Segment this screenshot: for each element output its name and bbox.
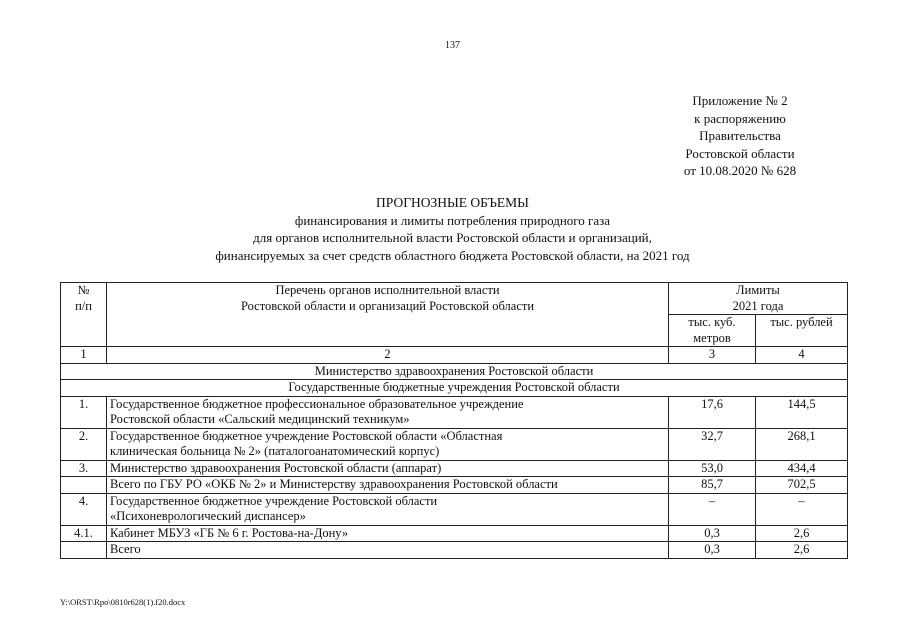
header-text: тыс. рублей bbox=[770, 315, 833, 329]
row-name: Всего по ГБУ РО «ОКБ № 2» и Министерству здравоохранения Ростовской области bbox=[107, 477, 669, 494]
document-title bbox=[60, 194, 845, 264]
row-volume: 0,3 bbox=[669, 542, 756, 559]
page-number: 137 bbox=[445, 40, 460, 51]
header-text: п/п bbox=[75, 298, 92, 313]
row-number bbox=[61, 477, 107, 494]
row-amount: – bbox=[756, 493, 848, 525]
table-row bbox=[61, 493, 848, 525]
row-name-line: Ростовской области «Сальский медицинский техникум» bbox=[110, 412, 410, 426]
section-title: Министерство здравоохранения Ростовской области bbox=[61, 363, 848, 380]
row-number: 3. bbox=[61, 460, 107, 477]
row-volume: 0,3 bbox=[669, 525, 756, 542]
header-text: 2021 года bbox=[732, 298, 784, 313]
row-amount: 144,5 bbox=[756, 396, 848, 428]
row-name: Кабинет МБУЗ «ГБ № 6 г. Ростова-на-Дону» bbox=[107, 525, 669, 542]
table-row bbox=[61, 460, 848, 477]
row-volume: – bbox=[669, 493, 756, 525]
appendix-line: к распоряжению bbox=[694, 110, 786, 126]
header-text: № bbox=[77, 283, 90, 297]
row-name bbox=[107, 396, 669, 428]
appendix-line: Приложение № 2 bbox=[692, 93, 788, 108]
table-row-total bbox=[61, 542, 848, 559]
column-number-row bbox=[61, 347, 848, 364]
section-row bbox=[61, 363, 848, 380]
row-name-line: Государственное бюджетное профессиональное образовательное учреждение bbox=[110, 396, 524, 411]
row-number: 1. bbox=[61, 396, 107, 428]
column-number: 3 bbox=[669, 347, 756, 364]
row-amount: 702,5 bbox=[756, 477, 848, 494]
row-name: Всего bbox=[107, 542, 669, 559]
table-header-row bbox=[61, 283, 848, 315]
header-col4-cell bbox=[756, 315, 848, 347]
title-line: финансируемых за счет средств областного бюджета Ростовской области, на 2021 год bbox=[215, 247, 690, 263]
appendix-line: Правительства bbox=[699, 128, 781, 143]
appendix-line: от 10.08.2020 № 628 bbox=[683, 163, 797, 178]
section-row bbox=[61, 380, 848, 397]
row-volume: 32,7 bbox=[669, 428, 756, 460]
row-amount: 2,6 bbox=[756, 525, 848, 542]
row-name: Министерство здравоохранения Ростовской области (аппарат) bbox=[107, 460, 669, 477]
row-volume: 85,7 bbox=[669, 477, 756, 494]
row-name-line: Государственное бюджетное учреждение Ростовской области bbox=[110, 493, 438, 508]
row-name bbox=[107, 428, 669, 460]
row-name-line: Государственное бюджетное учреждение Ростовской области «Областная bbox=[110, 428, 503, 443]
file-path-footer: Y:\ORST\Rpo\0810r628(1).f20.docx bbox=[60, 597, 186, 607]
row-name bbox=[107, 493, 669, 525]
header-list-cell bbox=[107, 283, 669, 347]
column-number: 1 bbox=[61, 347, 107, 364]
appendix-block bbox=[640, 92, 840, 180]
table-row bbox=[61, 396, 848, 428]
row-number: 4. bbox=[61, 493, 107, 525]
column-number: 4 bbox=[756, 347, 848, 364]
row-volume: 53,0 bbox=[669, 460, 756, 477]
title-line: для органов исполнительной власти Ростовской области и организаций, bbox=[253, 230, 652, 245]
table-row bbox=[61, 428, 848, 460]
row-number: 2. bbox=[61, 428, 107, 460]
header-text: тыс. куб. bbox=[688, 315, 736, 329]
appendix-line: Ростовской области bbox=[685, 145, 795, 161]
title-line: финансирования и лимиты потребления природного газа bbox=[294, 212, 611, 228]
header-limits-cell bbox=[669, 283, 848, 315]
row-volume: 17,6 bbox=[669, 396, 756, 428]
section-title: Государственные бюджетные учреждения Ростовской области bbox=[61, 380, 848, 397]
header-text: Ростовской области и организаций Ростовской области bbox=[240, 298, 535, 313]
limits-table bbox=[60, 282, 848, 559]
header-num-cell bbox=[61, 283, 107, 347]
header-text: Лимиты bbox=[736, 283, 780, 297]
row-amount: 434,4 bbox=[756, 460, 848, 477]
row-amount: 2,6 bbox=[756, 542, 848, 559]
row-name-line: «Психоневрологический диспансер» bbox=[110, 509, 306, 523]
column-number: 2 bbox=[107, 347, 669, 364]
header-text: метров bbox=[693, 330, 731, 345]
row-amount: 268,1 bbox=[756, 428, 848, 460]
row-number: 4.1. bbox=[61, 525, 107, 542]
header-col3-cell bbox=[669, 315, 756, 347]
table-row bbox=[61, 525, 848, 542]
table-row-total bbox=[61, 477, 848, 494]
row-name-line: клиническая больница № 2» (паталогоанатомический корпус) bbox=[110, 444, 440, 458]
header-text: Перечень органов исполнительной власти bbox=[275, 283, 500, 297]
title-main: ПРОГНОЗНЫЕ ОБЪЕМЫ bbox=[376, 195, 529, 210]
row-number bbox=[61, 542, 107, 559]
